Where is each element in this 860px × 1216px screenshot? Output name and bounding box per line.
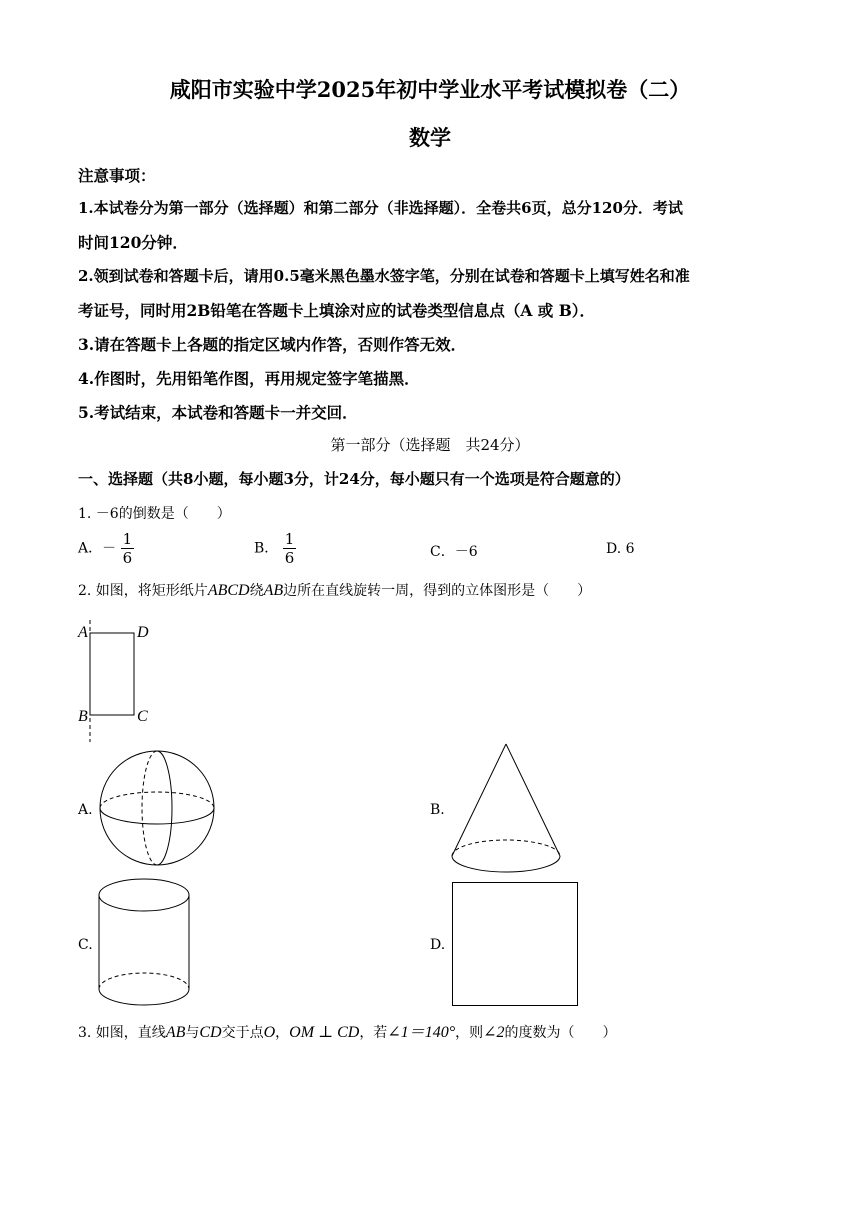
q2-fig-label-c: C bbox=[137, 708, 148, 725]
q2-fig-label-a: A bbox=[78, 624, 88, 641]
notice-item-1-cont: 时间120分钟． bbox=[78, 233, 188, 252]
q1-option-b-label: B． bbox=[254, 540, 279, 557]
q3-line-ab: AB bbox=[165, 1024, 186, 1041]
sphere-back-meridian bbox=[142, 751, 157, 865]
q1-option-a-sign: － bbox=[102, 540, 117, 557]
square-outline bbox=[453, 883, 578, 1006]
q1-option-a-fraction bbox=[121, 530, 135, 567]
q2-fig-label-d: D bbox=[137, 624, 149, 641]
q1-stem: 1. －6的倒数是（ ） bbox=[78, 506, 231, 522]
q2-stem-prefix: 2. 如图，将矩形纸片 bbox=[78, 583, 208, 599]
q2-rect-name: ABCD bbox=[207, 582, 250, 599]
q3-text-3: ， bbox=[275, 1025, 290, 1041]
square-figure bbox=[452, 882, 579, 1007]
q2-stem-mid: 绕 bbox=[249, 583, 264, 599]
cylinder-figure bbox=[98, 878, 193, 1013]
q2-stem-suffix: 边所在直线旋转一周，得到的立体图形是（ ） bbox=[283, 583, 592, 599]
q1-option-a-label: A． bbox=[78, 540, 103, 557]
q3-text-4: ，若 bbox=[359, 1025, 388, 1041]
q2-fig-label-b: B bbox=[78, 708, 88, 725]
sphere-front-meridian bbox=[157, 751, 172, 865]
q1-option-c[interactable]: C．－6 bbox=[430, 544, 478, 560]
notice-item-2-cont: 考证号，同时用2B铅笔在答题卡上填涂对应的试卷类型信息点（A 或 B）． bbox=[78, 301, 596, 320]
notice-item-1: 1.本试卷分为第一部分（选择题）和第二部分（非选择题）．全卷共6页，总分120分．考试 bbox=[78, 199, 683, 217]
sphere-figure bbox=[99, 750, 219, 868]
sphere-front-equator bbox=[100, 808, 214, 824]
notice-item-4: 4.作图时，先用铅笔作图，再用规定签字笔描黑． bbox=[78, 369, 420, 388]
fraction-numerator: 1 bbox=[122, 530, 133, 548]
notice-item-5: 5.考试结束，本试卷和答题卡一并交回． bbox=[78, 403, 358, 422]
cylinder-base-front bbox=[99, 989, 189, 1005]
q1-option-d[interactable]: D. 6 bbox=[606, 541, 635, 557]
cone-base-front bbox=[452, 856, 560, 872]
cone-base-back bbox=[452, 840, 560, 856]
cylinder-base-back bbox=[99, 973, 189, 989]
q2-option-b-label[interactable]: B. bbox=[430, 802, 445, 818]
q3-text-2: 交于点 bbox=[221, 1025, 264, 1041]
fraction-denominator: 6 bbox=[284, 549, 295, 567]
cylinder-top bbox=[99, 879, 189, 911]
q3-angle-2: ∠2 bbox=[483, 1024, 505, 1041]
subject-title: 数学 bbox=[409, 125, 451, 150]
section-heading: 一、选择题（共8小题，每小题3分，计24分，每小题只有一个选项是符合题意的） bbox=[78, 470, 630, 488]
q2-stem bbox=[78, 580, 591, 600]
q3-point-o: O bbox=[263, 1024, 276, 1041]
q3-line-cd: CD bbox=[199, 1024, 222, 1041]
cone-figure bbox=[450, 743, 565, 878]
sphere-outline bbox=[100, 751, 214, 865]
q1-option-b[interactable] bbox=[254, 530, 296, 567]
sphere-back-equator bbox=[100, 792, 214, 808]
fraction-numerator: 1 bbox=[284, 530, 295, 548]
q2-option-a-label[interactable]: A. bbox=[78, 802, 93, 818]
notice-heading: 注意事项： bbox=[78, 166, 156, 185]
fraction-denominator: 6 bbox=[122, 549, 133, 567]
q2-option-c-label[interactable]: C. bbox=[78, 937, 93, 953]
part1-title: 第一部分（选择题 共24分） bbox=[330, 436, 530, 454]
notice-item-2: 2.领到试卷和答题卡后，请用0.5毫米黑色墨水签字笔，分别在试卷和答题卡上填写姓名和准 bbox=[78, 267, 690, 285]
q2-option-d-label[interactable]: D. bbox=[430, 937, 446, 953]
q3-angle-1: ∠1＝140° bbox=[387, 1024, 456, 1041]
q3-text-6: 的度数为（ ） bbox=[504, 1025, 617, 1041]
q3-perpendicular: OM ⊥ CD bbox=[289, 1024, 360, 1041]
q1-option-b-fraction bbox=[283, 530, 297, 567]
q1-option-a[interactable] bbox=[78, 530, 134, 567]
cone-left-edge bbox=[452, 744, 506, 856]
q2-axis-name: AB bbox=[263, 582, 284, 599]
exam-title: 咸阳市实验中学2025年初中学业水平考试模拟卷（二） bbox=[169, 77, 691, 102]
q3-text-5: ，则 bbox=[455, 1025, 484, 1041]
notice-item-3: 3.请在答题卡上各题的指定区域内作答，否则作答无效． bbox=[78, 335, 467, 354]
q3-stem-prefix: 3. 如图，直线 bbox=[78, 1025, 166, 1041]
q3-stem bbox=[78, 1019, 617, 1042]
cone-right-edge bbox=[506, 744, 560, 856]
rectangle-abcd bbox=[90, 633, 134, 715]
q3-text-1: 与 bbox=[185, 1025, 200, 1041]
